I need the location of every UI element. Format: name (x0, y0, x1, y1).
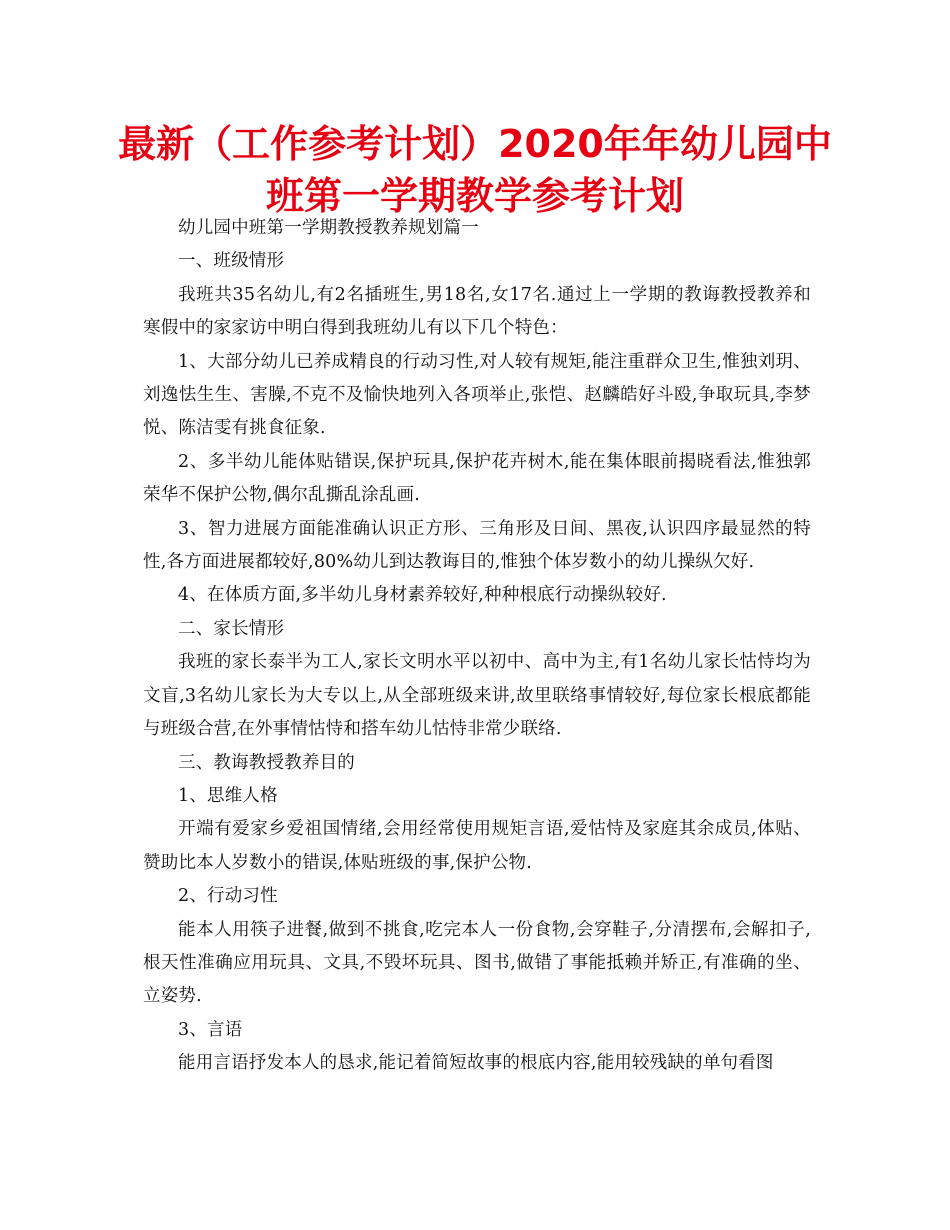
subsection-heading: 3、言语 (178, 1019, 243, 1040)
document-body (143, 212, 811, 1081)
paragraph: 能用言语抒发本人的恳求,能记着简短故事的根底内容,能用较残缺的单句看图 (178, 1053, 774, 1074)
subsection-heading: 1、思维人格 (178, 785, 278, 806)
paragraph: 4、在体质方面,多半幼儿身材素养较好,种种根底行动操纵较好. (178, 585, 667, 606)
subsection-heading: 2、行动习性 (178, 886, 278, 907)
paragraph: 能本人用筷子进餐,做到不挑食,吃完本人一份食物,会穿鞋子,分清摆布,会解扣子,根天性准确应用玩具、文具,不毁坏玩具、图书,做错了事能抵赖并矫正,有准确的坐、立姿势. (143, 919, 811, 1007)
paragraph: 开端有爱家乡爱祖国情绪,会用经常使用规矩言语,爱怙恃及家庭其余成员,体贴、赞助比本人岁数小的错误,体贴班级的事,保护公物. (143, 819, 811, 873)
paragraph: 我班共35名幼儿,有2名插班生,男18名,女17名.通过上一学期的教诲教授教养和寒假中的家家访中明白得到我班幼儿有以下几个特色： (143, 284, 811, 339)
document-title: 最新（工作参考计划）2020年年幼儿园中班第一学期教学参考计划 (118, 122, 832, 218)
section-heading: 一、班级情形 (178, 251, 285, 272)
paragraph: 我班的家长泰半为工人,家长文明水平以初中、高中为主,有1名幼儿家长怙恃均为文盲,3名幼儿家长为大专以上,从全部班级来讲,故里联络事情较好,每位家长根底都能与班级合营,在外事情怙恃和搭车幼儿怙恃非常少联络. (143, 652, 811, 740)
section-heading: 三、教诲教授教养目的 (178, 752, 355, 773)
section-heading: 二、家长情形 (178, 618, 285, 639)
paragraph: 2、多半幼儿能体贴错误,保护玩具,保护花卉树木,能在集体眼前揭晓看法,惟独郭荣华不保护公物,偶尔乱撕乱涂乱画. (143, 451, 811, 506)
paragraph: 幼儿园中班第一学期教授教养规划篇一 (178, 218, 479, 238)
paragraph: 1、大部分幼儿已养成精良的行动习性,对人较有规矩,能注重群众卫生,惟独刘玥、刘逸怯生生、害臊,不克不及愉快地列入各项举止,张恺、赵麟皓好斗殴,争取玩具,李梦悦、陈洁雯有挑食征象. (143, 351, 811, 439)
paragraph: 3、智力进展方面能准确认识正方形、三角形及日间、黑夜,认识四序最显然的特性,各方面进展都较好,80%幼儿到达教诲目的,惟独个体岁数小的幼儿操纵欠好. (143, 518, 811, 573)
